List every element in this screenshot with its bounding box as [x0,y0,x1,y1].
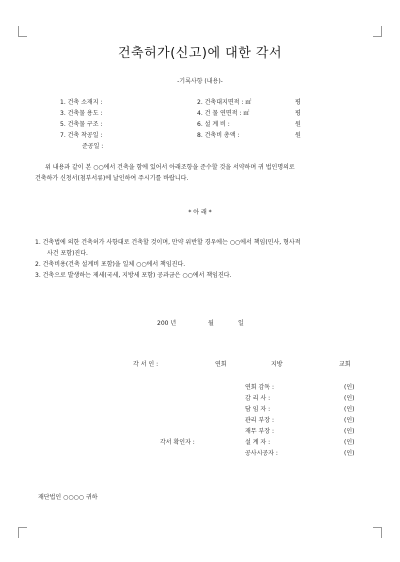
pledger-org-conference: 연회 [215,361,227,368]
field-left-label: 준공일 : [82,143,104,150]
addressee-footer: 재단법인 ○○○○ 귀하 [38,494,98,501]
signature-row [0,415,400,426]
list-item: 1. 건축법에 의한 건축허가 사항대로 건축할 것이며, 만약 위반할 경우에는 ○○에서 책임(민사, 형사적 [35,239,301,246]
seal-mark: (인) [344,417,355,424]
document-subtitle: -기록사항 (내용)- [177,78,223,85]
signature-role: 재무 부장 : [245,428,275,435]
field-row [60,130,360,141]
signature-row [0,437,400,448]
signature-row [0,426,400,437]
seal-mark: (인) [344,439,355,446]
crop-mark-top-right [373,26,382,37]
list-item: 3. 건축으로 발생하는 제세(국세, 지방세 포함) 공과금은 ○○에서 책임진다. [35,272,232,279]
signature-row [0,393,400,404]
paragraph-line: 건축하가 신청서(첨부서류)에 날인하여 주시기를 바랍니다. [35,175,189,182]
date-day: 일 [238,320,244,327]
field-unit: 원 [295,132,301,139]
seal-mark: (인) [344,450,355,457]
date-year: 200 년 [157,320,177,327]
terms-list [35,237,365,281]
crop-mark-bottom-left [18,527,27,538]
document-title: 건축허가(신고)에 대한 각서 [117,46,283,61]
pledger-org-church: 교회 [339,361,351,368]
field-unit: 평 [295,99,301,106]
seal-mark: (인) [344,428,355,435]
crop-mark-top-left [18,26,27,37]
field-unit: 원 [295,121,301,128]
field-row [60,141,360,152]
field-left-label: 5. 건축물 구조 : [60,121,103,128]
field-unit: 평 [295,110,301,117]
seal-mark: (인) [344,384,355,391]
signature-role: 공사시공자 : [245,450,278,457]
section-marker: * 아 래 * [188,209,212,216]
field-mid-label: 2. 건축대지면적 : ㎡ [197,99,252,106]
signature-role: 관리 부장 : [245,417,275,424]
field-mid-label: 8. 건축비 총액 : [197,132,240,139]
confirmer-label: 각서 확인자 : [160,439,195,446]
record-fields [60,97,360,152]
signature-row [0,382,400,393]
signature-role: 감 리 사 : [245,395,271,402]
signature-row [0,448,400,459]
field-left-label: 1. 건축 소재지 : [60,99,103,106]
pledger-org-district: 지방 [271,361,283,368]
field-left-label: 7. 건축 착공일 : [60,132,103,139]
signature-block [0,382,400,459]
field-row [60,97,360,108]
pledger-label: 각 서 인 : [133,361,159,368]
seal-mark: (인) [344,395,355,402]
field-mid-label: 6. 설 계 비 : [197,121,230,128]
signature-role: 설 계 자 : [245,439,271,446]
field-row [60,108,360,119]
paragraph-line: 위 내용과 같이 본 ○○에서 건축을 함에 있어서 아래조항을 준수할 것을 서약하며 귀 법인명의로 [45,164,295,171]
signature-role: 연회 감독 : [245,384,275,391]
crop-mark-bottom-right [373,527,382,538]
signature-role: 담 임 자 : [245,406,271,413]
field-mid-label: 4. 건 물 연면적 : ㎡ [197,110,250,117]
field-left-label: 3. 건축물 용도 : [60,110,103,117]
pledge-paragraph [35,162,365,184]
field-row [60,119,360,130]
date-month: 월 [208,320,214,327]
list-item: 2. 건축비용(건축 설계비 포함)을 일체 ○○에서 책임진다. [35,261,186,268]
list-item: 사건 포함)진다. [47,250,88,257]
signature-row [0,404,400,415]
seal-mark: (인) [344,406,355,413]
